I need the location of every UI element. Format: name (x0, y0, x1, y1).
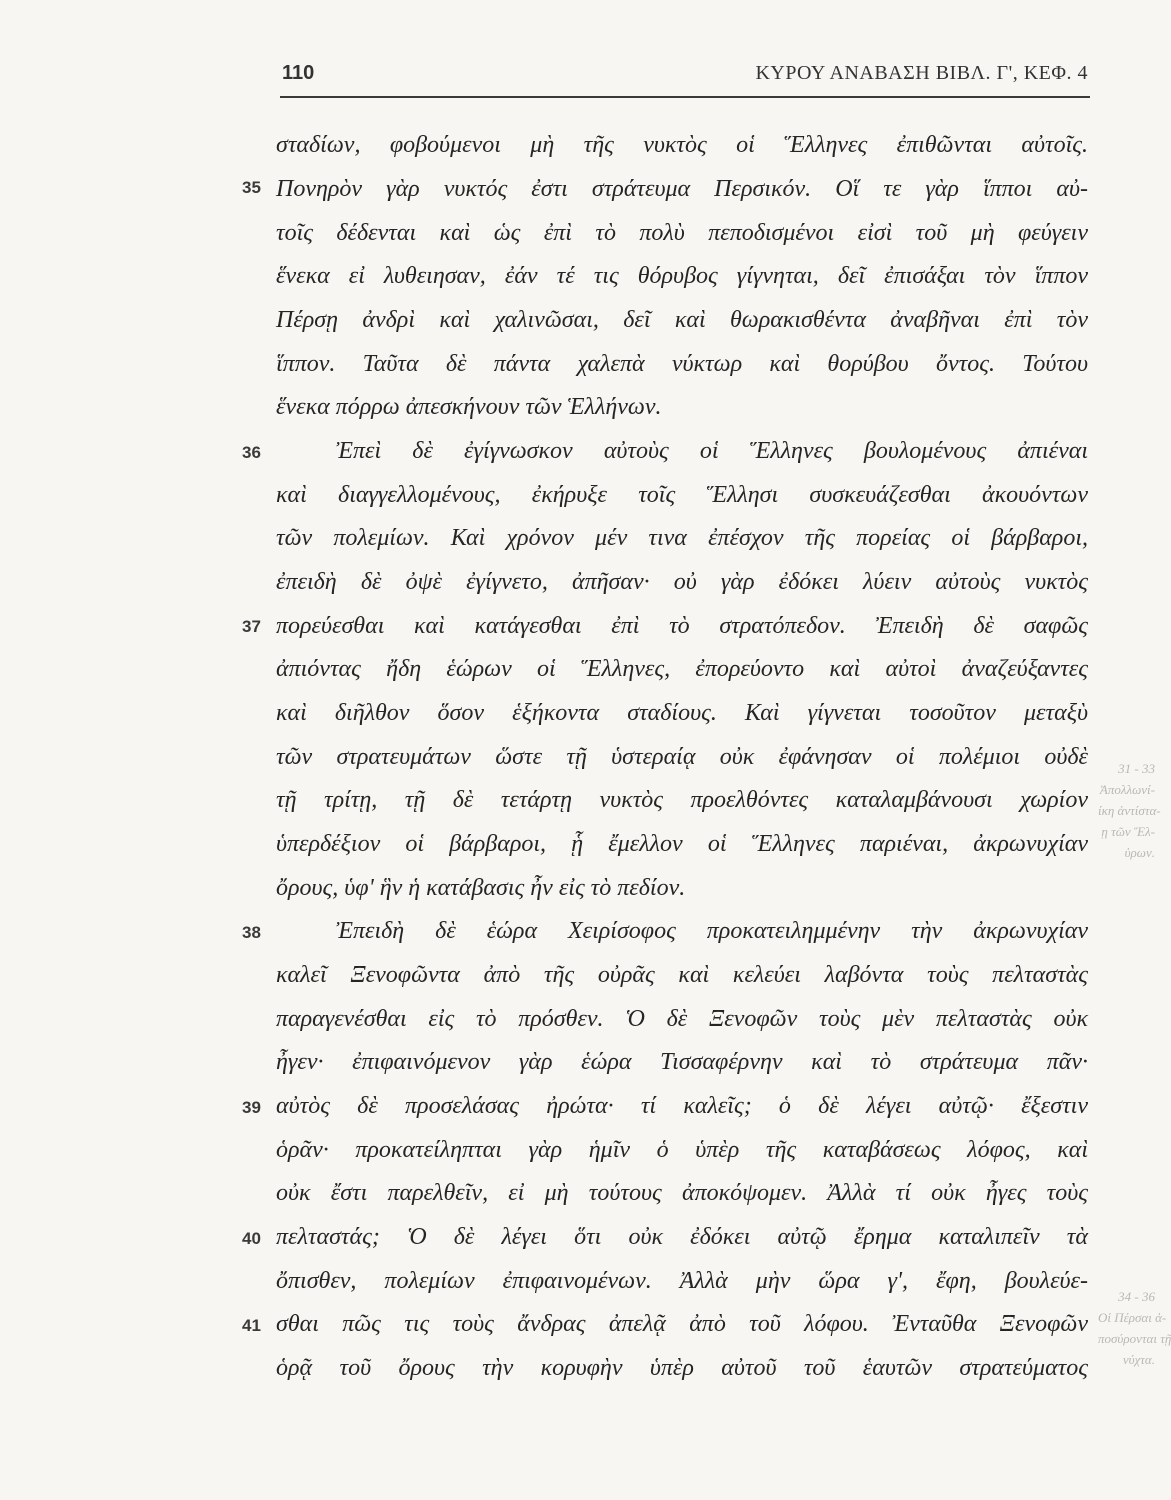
text-line: σταδίων, φοβούμενοι μὴ τῆς νυκτὸς οἱ Ἕλληνες ἐπιθῶνται αὐτοῖς. (276, 132, 1088, 158)
line-number-39: 39 (242, 1098, 261, 1117)
text-line: σθαι πῶς τις τοὺς ἄνδρας ἀπελᾷ ἀπὸ τοῦ λόφου. Ἐνταῦθα Ξενοφῶν (276, 1311, 1088, 1337)
text-line: Πέρσῃ ἀνδρὶ καὶ χαλινῶσαι, δεῖ καὶ θωρακισθέντα ἀναβῆναι ἐπὶ τὸν (276, 307, 1088, 333)
line-number-40: 40 (242, 1229, 261, 1248)
text-line: αὐτὸς δὲ προσελάσας ἠρώτα· τί καλεῖς; ὁ δὲ λέγει αὐτῷ· ἔξεστιν (276, 1093, 1088, 1119)
text-line: παραγενέσθαι εἰς τὸ πρόσθεν. Ὁ δὲ Ξενοφῶν τοὺς μὲν πελταστὰς οὐκ (276, 1006, 1088, 1032)
ghost-line: Οἱ Πέρσαι ἀ- (1098, 1310, 1167, 1325)
running-head: ΚΥΡΟΥ ΑΝΑΒΑΣΗ ΒΙΒΛ. Γ', ΚΕΦ. 4 (755, 62, 1088, 84)
ghost-line: νύχτα. (1122, 1352, 1155, 1367)
text-line: καλεῖ Ξενοφῶντα ἀπὸ τῆς οὐρᾶς καὶ κελεύει λαβόντα τοὺς πελταστὰς (276, 962, 1088, 988)
text-line: Πονηρὸν γὰρ νυκτός ἐστι στράτευμα Περσικόν. Οἵ τε γὰρ ἵπποι αὐ- (276, 176, 1088, 202)
line-number-37: 37 (242, 617, 261, 636)
text-line: ἦγεν· ἐπιφαινόμενον γὰρ ἑώρα Τισσαφέρνην καὶ τὸ στράτευμα πᾶν· (276, 1049, 1088, 1075)
text-line: ἕνεκα εἰ λυθειησαν, ἐάν τέ τις θόρυβος γίγνηται, δεῖ ἐπισάξαι τὸν ἵππον (276, 263, 1088, 289)
text-line: ὄρους, ὑφ' ἣν ἡ κατάβασις ἦν εἰς τὸ πεδίον. (276, 875, 686, 901)
ghost-line: ίκη ἀντίστα- (1098, 803, 1161, 818)
text-line: ἀπιόντας ἤδη ἑώρων οἱ Ἕλληνες, ἐπορεύοντο καὶ αὐτοὶ ἀναζεύξαντες (276, 656, 1088, 682)
text-line: ὁρᾶν· προκατείληπται γὰρ ἡμῖν ὁ ὑπὲρ τῆς καταβάσεως λόφος, καὶ (276, 1137, 1088, 1163)
text-line: τῇ τρίτῃ, τῇ δὲ τετάρτῃ νυκτὸς προελθόντες καταλαμβάνουσι χωρίον (276, 787, 1088, 813)
ghost-line: ῃ τῶν Ἕλ- (1101, 824, 1155, 839)
text-line: τῶν στρατευμάτων ὥστε τῇ ὑστεραίᾳ οὐκ ἐφάνησαν οἱ πολέμιοι οὐδὲ (276, 744, 1088, 770)
line-number-36: 36 (242, 443, 261, 462)
text-line: οὐκ ἔστι παρελθεῖν, εἰ μὴ τούτους ἀποκόψομεν. Ἀλλὰ τί οὐκ ἦγες τοὺς (276, 1180, 1088, 1206)
text-line: ἵππον. Ταῦτα δὲ πάντα χαλεπὰ νύκτωρ καὶ θορύβου ὄντος. Τούτου (276, 351, 1088, 377)
ghost-line: 31 - 33 (1118, 761, 1155, 776)
text-line: ὁρᾷ τοῦ ὄρους τὴν κορυφὴν ὑπὲρ αὐτοῦ τοῦ ἑαυτῶν στρατεύματος (276, 1355, 1088, 1381)
text-line: Ἐπειδὴ δὲ ἑώρα Χειρίσοφος προκατειλημμένην τὴν ἀκρωνυχίαν (336, 918, 1088, 944)
margin-ghost-note (1098, 758, 1161, 863)
text-line: καὶ διαγγελλομένους, ἐκήρυξε τοῖς Ἕλλησι συσκευάζεσθαι ἀκουόντων (276, 482, 1088, 508)
text-line: πορεύεσθαι καὶ κατάγεσθαι ἐπὶ τὸ στρατόπεδον. Ἐπειδὴ δὲ σαφῶς (276, 613, 1088, 639)
text-line: πελταστάς; Ὁ δὲ λέγει ὅτι οὐκ ἐδόκει αὐτῷ ἔρημα καταλιπεῖν τὰ (276, 1224, 1088, 1250)
ghost-line: ποσύρονται τῇ (1098, 1331, 1171, 1346)
text-line: τῶν πολεμίων. Καὶ χρόνον μέν τινα ἐπέσχον τῆς πορείας οἱ βάρβαροι, (276, 525, 1088, 551)
text-line: Ἐπεὶ δὲ ἐγίγνωσκον αὐτοὺς οἱ Ἕλληνες βουλομένους ἀπιέναι (336, 438, 1088, 464)
page-number: 110 (282, 62, 315, 84)
text-line: ὄπισθεν, πολεμίων ἐπιφαινομένων. Ἀλλὰ μὴν ὥρα γ', ἔφη, βουλεύε- (276, 1268, 1088, 1294)
ghost-line: 34 - 36 (1118, 1289, 1155, 1304)
text-line: ὑπερδέξιον οἱ βάρβαροι, ᾗ ἔμελλον οἱ Ἕλληνες παριέναι, ἀκρωνυχίαν (276, 831, 1088, 857)
text-line: ἐπειδὴ δὲ ὀψὲ ἐγίγνετο, ἀπῆσαν· οὐ γὰρ ἐδόκει λύειν αὐτοὺς νυκτὸς (276, 569, 1088, 595)
text-line: ἕνεκα πόρρω ἀπεσκήνουν τῶν Ἑλλήνων. (276, 394, 662, 420)
line-number-41: 41 (242, 1316, 261, 1335)
ghost-line: ὑρων. (1124, 845, 1155, 860)
margin-ghost-note (1098, 1286, 1171, 1370)
line-number-38: 38 (242, 923, 261, 942)
line-number-35: 35 (242, 178, 261, 197)
text-line: τοῖς δέδενται καὶ ὡς ἐπὶ τὸ πολὺ πεποδισμένοι εἰσὶ τοῦ μὴ φεύγειν (276, 220, 1088, 246)
page-header (280, 60, 1090, 98)
ghost-line: Ἀπολλωνί- (1099, 782, 1155, 797)
text-line: καὶ διῆλθον ὅσον ἑξήκοντα σταδίους. Καὶ γίγνεται τοσοῦτον μεταξὺ (276, 700, 1088, 726)
